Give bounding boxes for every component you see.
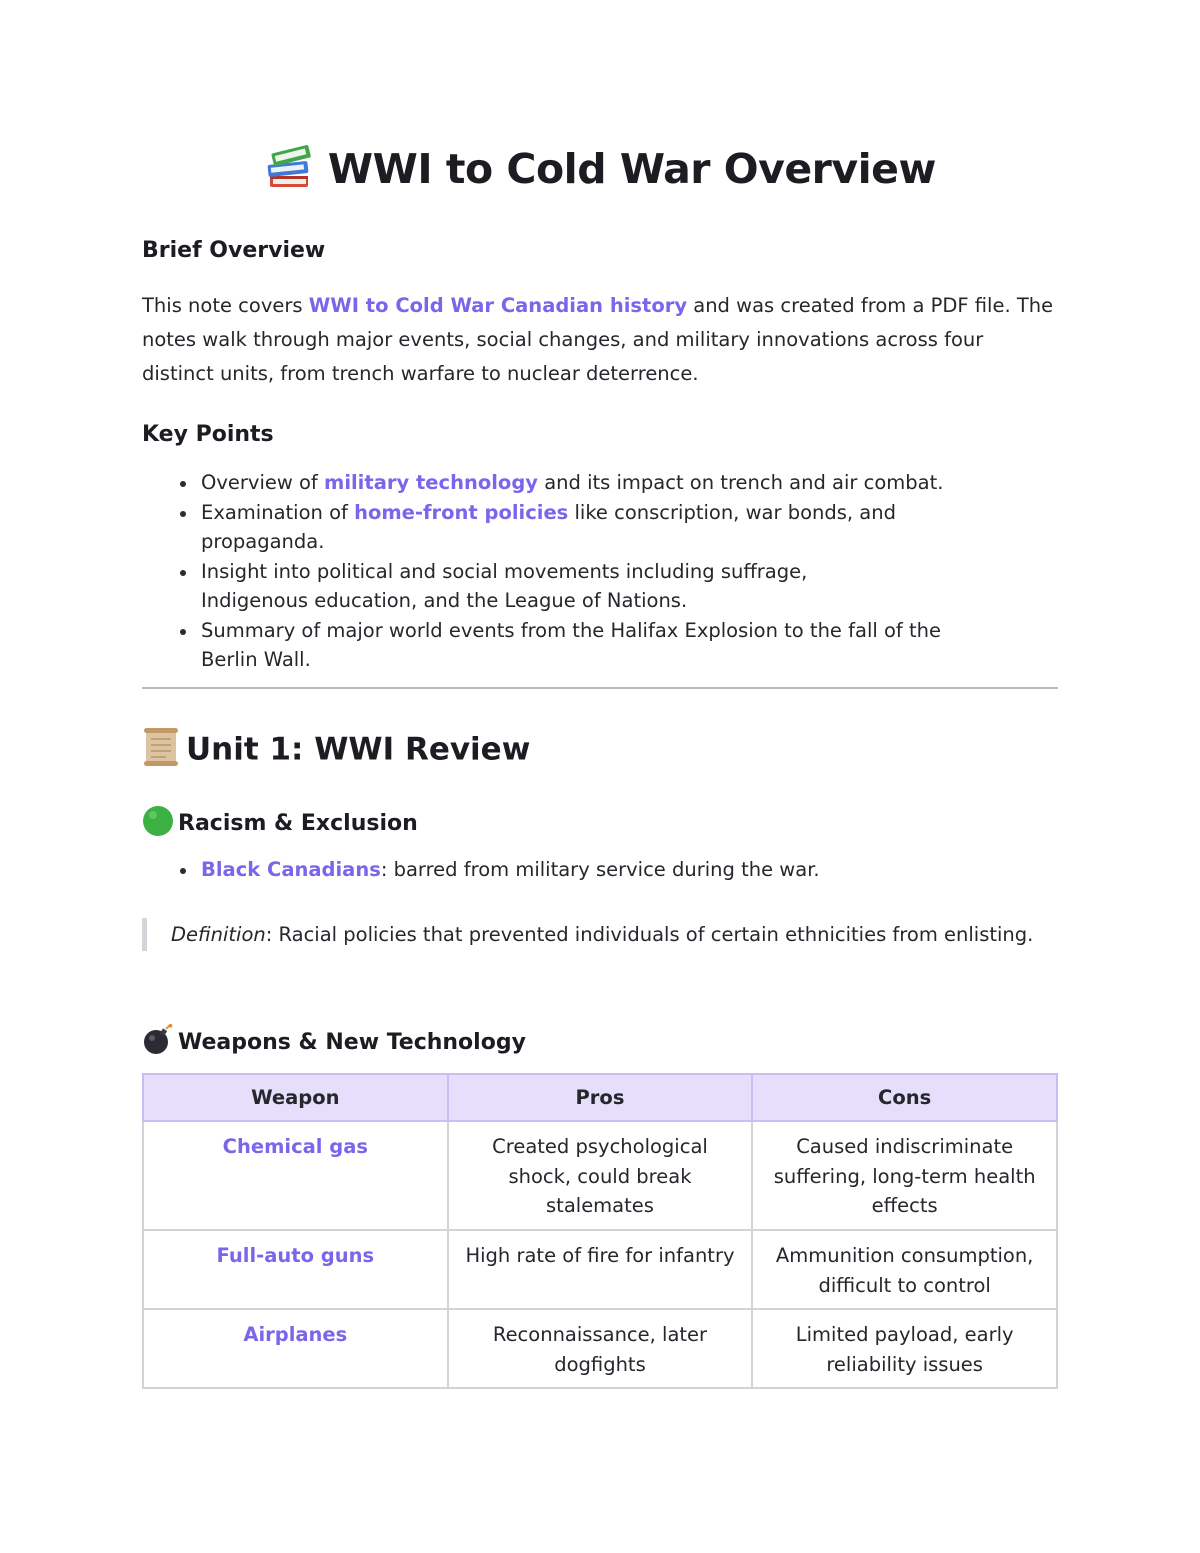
table-row — [143, 1121, 1057, 1230]
pros-cell: High rate of fire for infantry — [448, 1230, 753, 1309]
weapon-cell: Airplanes — [143, 1309, 448, 1388]
list-item — [180, 557, 980, 616]
cons-cell: Limited payload, early reliability issues — [752, 1309, 1057, 1388]
brief-overview-text-before: This note covers — [142, 294, 309, 317]
list-item-text: Summary of major world events from the Halifax Explosion to the fall of the Berlin Wall. — [201, 618, 941, 671]
definition-text: : Racial policies that prevented individuals of certain ethnicities from enlisting. — [265, 923, 1034, 946]
weapon-cell: Full-auto guns — [143, 1230, 448, 1309]
definition-blockquote — [142, 918, 1071, 951]
highlight-black-canadians: Black Canadians — [201, 858, 381, 881]
list-item-text: and its impact on trench and air combat. — [538, 471, 944, 494]
table-header-row — [143, 1074, 1057, 1121]
list-item — [180, 468, 980, 498]
list-item — [180, 498, 980, 557]
page-title-text: WWI to Cold War Overview — [327, 145, 936, 193]
highlight-home-front-policies: home-front policies — [354, 500, 569, 524]
unit1-heading-text: Unit 1: WWI Review — [186, 731, 531, 768]
cons-cell: Caused indiscriminate suffering, long-term health effects — [752, 1121, 1057, 1230]
racism-heading-text: Racism & Exclusion — [178, 811, 418, 836]
list-item — [180, 616, 980, 675]
definition-label: Definition — [171, 923, 266, 946]
highlight-canadian-history: WWI to Cold War Canadian history — [308, 294, 688, 317]
weapons-table — [142, 1073, 1058, 1389]
books-icon — [264, 143, 314, 201]
weapons-heading-text: Weapons & New Technology — [178, 1030, 526, 1055]
brief-overview-text-after: and was created from a PDF file. The notes walk through major events, social changes, and military innovations across four distinct units, from trench warfare to nuclear deterrence. — [142, 294, 1054, 385]
list-item-text: Insight into political and social movements including suffrage, Indigenous education, and the League of Nations. — [201, 559, 808, 612]
list-item-text: Examination of — [201, 500, 355, 524]
list-item-text: like conscription, war bonds, and propaganda. — [201, 500, 896, 553]
list-item-text: : barred from military service during the war. — [380, 858, 820, 881]
racism-list — [180, 855, 980, 885]
unit1-heading — [142, 727, 530, 775]
racism-heading — [142, 805, 418, 843]
table-row — [143, 1230, 1057, 1309]
highlight-military-technology: military technology — [324, 471, 538, 494]
cons-cell: Ammunition consumption, difficult to control — [752, 1230, 1057, 1309]
bomb-icon — [142, 1024, 174, 1062]
key-points-heading: Key Points — [142, 422, 274, 447]
pros-cell: Reconnaissance, later dogfights — [448, 1309, 753, 1388]
column-header-pros: Pros — [448, 1074, 753, 1121]
brief-overview-text — [142, 289, 1058, 391]
weapons-heading — [142, 1024, 526, 1062]
list-item-text: Overview of — [201, 471, 324, 494]
scroll-icon — [142, 727, 180, 775]
page-title — [142, 143, 1058, 201]
weapon-cell: Chemical gas — [143, 1121, 448, 1230]
pros-cell: Created psychological shock, could break stalemates — [448, 1121, 753, 1230]
column-header-cons: Cons — [752, 1074, 1057, 1121]
green-circle-icon — [142, 805, 174, 843]
column-header-weapon: Weapon — [143, 1074, 448, 1121]
section-divider — [142, 687, 1058, 689]
table-row — [143, 1309, 1057, 1388]
key-points-list — [180, 468, 980, 675]
brief-overview-heading: Brief Overview — [142, 238, 326, 263]
list-item — [180, 855, 980, 885]
